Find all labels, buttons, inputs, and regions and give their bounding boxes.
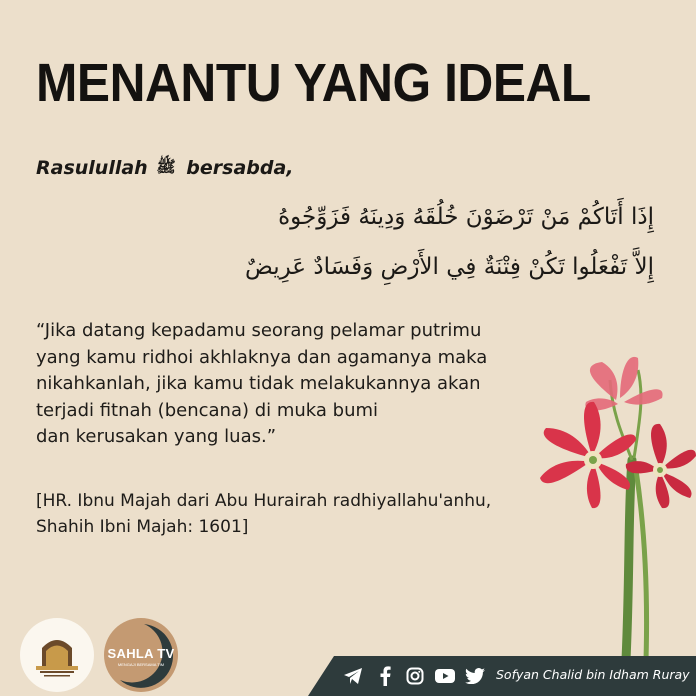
facebook-icon[interactable]: [374, 665, 396, 687]
translation-quote: [36, 318, 576, 451]
youtube-icon[interactable]: [434, 665, 456, 687]
social-bar: [334, 656, 696, 696]
mosque-logo: [20, 618, 94, 692]
instagram-icon[interactable]: [404, 665, 426, 687]
translation-line: nikahkanlah, jika kamu tidak melakukannya akan: [36, 373, 481, 394]
channel-tagline: MENGAJI BERSAMA TIM: [117, 662, 165, 667]
translation-line: yang kamu ridhoi akhlaknya dan agamanya maka: [36, 346, 488, 368]
twitter-icon[interactable]: [464, 665, 486, 687]
translation-line: terjadi fitnah (bencana) di muka bumi: [36, 399, 379, 421]
translation-line: dan kerusakan yang luas.”: [36, 426, 277, 447]
hadith-reference: [36, 488, 596, 540]
reference-line: [HR. Ibnu Majah dari Abu Hurairah radhiyallahu'anhu,: [36, 491, 492, 511]
speaker-name: Rasulullah: [36, 157, 148, 179]
page-title: MENANTU YANG IDEAL: [36, 53, 591, 113]
reference-line: Shahih Ibni Majah: 1601]: [36, 517, 249, 537]
channel-name: SAHLA TV: [107, 646, 175, 661]
arabic-line-1: إِذَا أَتَاكُمْ مَنْ تَرْضَوْنَ خُلُقَهُ وَدِينَهُ فَزَوِّجُوهُ: [278, 204, 654, 230]
intro-line: [36, 157, 294, 180]
sahla-tv-logo: [104, 618, 178, 692]
honorific-symbol: ﷺ: [156, 157, 176, 176]
translation-line: “Jika datang kepadamu seorang pelamar putrimu: [36, 320, 482, 341]
arabic-line-2: إِلاَّ تَفْعَلُوا تَكُنْ فِتْنَةٌ فِي الأَرْضِ وَفَسَادٌ عَرِيضٌ: [245, 254, 654, 280]
telegram-icon[interactable]: [342, 665, 364, 687]
social-handle: Sofyan Chalid bin Idham Ruray: [496, 667, 690, 682]
flower-illustration: [520, 340, 696, 660]
intro-verb: bersabda,: [186, 157, 294, 179]
